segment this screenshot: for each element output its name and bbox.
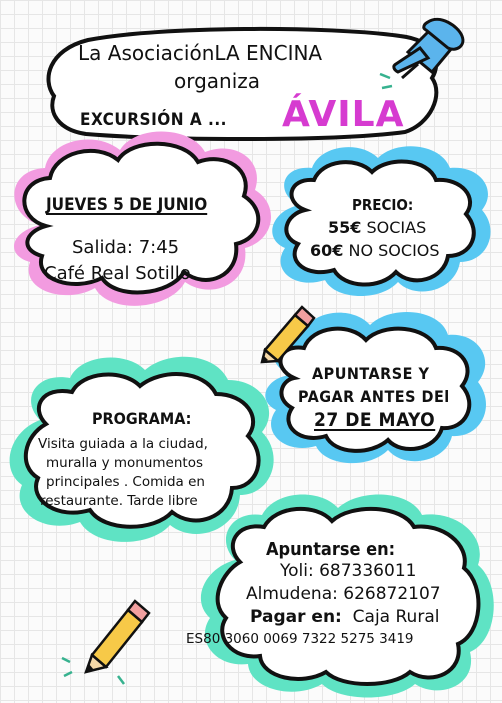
program-line-3: principales . Comida en xyxy=(46,474,205,490)
organiza-line: organiza xyxy=(174,69,261,93)
program-line-2: muralla y monumentos xyxy=(46,455,203,471)
contact-title: Apuntarse en: xyxy=(266,539,396,560)
meeting-point: Café Real Sotillo xyxy=(44,263,191,284)
deadline-line-2: PAGAR ANTES DEl xyxy=(298,387,450,406)
destination-title: ÁVILA xyxy=(282,94,405,135)
program-line-4: restaurante. Tarde libre xyxy=(40,493,198,509)
price-members-amount: 55€ xyxy=(328,218,362,237)
price-nonmembers xyxy=(310,242,440,260)
price-title: PRECIO: xyxy=(352,196,414,214)
price-nonmembers-amount: 60€ xyxy=(310,241,344,260)
program-line-1: Visita guiada a la ciudad, xyxy=(38,436,208,452)
deadline-date: 27 DE MAYO xyxy=(314,409,436,431)
price-members-label: SOCIAS xyxy=(366,218,427,237)
program-title: PROGRAMA: xyxy=(92,409,192,428)
excursion-label: EXCURSIÓN A ... xyxy=(80,110,227,130)
deadline-line-1: APUNTARSE Y xyxy=(312,364,430,383)
payment-place: Caja Rural xyxy=(352,607,440,627)
payment-line xyxy=(250,608,439,628)
payment-label: Pagar en: xyxy=(250,607,342,627)
pencil-icon-2 xyxy=(62,601,149,684)
price-members xyxy=(328,219,426,237)
price-nonmembers-label: NO SOCIOS xyxy=(348,241,440,260)
contact-almudena: Almudena: 626872107 xyxy=(246,584,441,604)
date-title: JUEVES 5 DE JUNIO xyxy=(46,195,208,215)
organizer-line: La AsociaciónLA ENCINA xyxy=(78,41,323,65)
departure-time: Salida: 7:45 xyxy=(72,237,180,258)
contact-yoli: Yoli: 687336011 xyxy=(280,561,417,581)
iban-number: ES80 3060 0069 7322 5275 3419 xyxy=(186,631,414,647)
